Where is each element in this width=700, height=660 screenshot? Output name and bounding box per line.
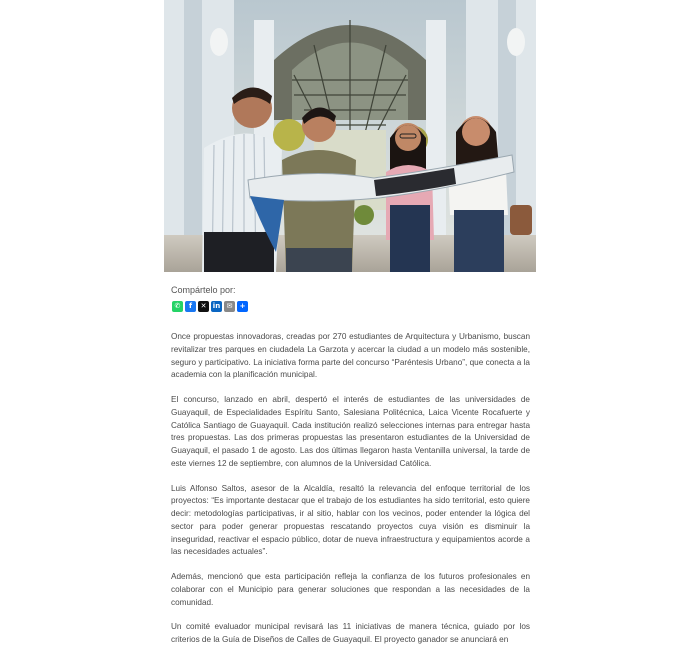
article-paragraph: Once propuestas innovadoras, creadas por 270 estudiantes de Arquitectura y Urbanismo, buscan revitalizar tres parques en ciudadela La Garzota y acercar la ciudad a un modelo más sostenible, seguro y participativo. La iniciativa forma parte del concurso “Paréntesis Urbano”, que conecta a la academia con la planificación municipal.: [171, 332, 530, 380]
facebook-share-button[interactable]: [185, 301, 196, 312]
linkedin-share-button[interactable]: [211, 301, 222, 312]
plus-icon: +: [239, 302, 246, 310]
whatsapp-share-button[interactable]: [172, 301, 183, 312]
hero-photo-illustration: [164, 0, 536, 272]
x-share-button[interactable]: [198, 301, 209, 312]
email-icon: ✉: [226, 302, 233, 310]
article-paragraph: Luis Alfonso Saltos, asesor de la Alcaldía, resaltó la relevancia del enfoque territorial de los proyectos: “Es importante destacar que el trabajo de los estudiantes ha sido territorial, esto quiere decir: metodologías participativas, ir al sitio, hablar con los vecinos, poder entender la lógica del sector para poder generar propuestas rescatando proyectos cuya visión es disminuir la inseguridad, reactivar el espacio público, dotar de nueva infraestructura y equipamientos acorde a las necesidades actuales”.: [171, 483, 530, 557]
x-icon: ✕: [200, 302, 207, 310]
linkedin-icon: in: [212, 302, 221, 310]
article-paragraph: Además, mencionó que esta participación refleja la confianza de los futuros profesionales en colaborar con el Municipio para generar soluciones que respondan a las necesidades de la comunidad.: [171, 572, 530, 607]
article-paragraph: Un comité evaluador municipal revisará las 11 iniciativas de manera técnica, guiado por los criterios de la Guía de Diseños de Calles de Guayaquil. El proyecto ganador se anunciará en: [171, 622, 530, 644]
article-body: [171, 331, 530, 659]
more-share-button[interactable]: [237, 301, 248, 312]
article-paragraph: El concurso, lanzado en abril, despertó el interés de estudiantes de las universidades de Guayaquil, de Especialidades Espíritu Santo, Salesiana Politécnica, Laica Vicente Rocafuerte y Católica Santiago de Guayaquil. Cada institución realizó selecciones internas para entregar hasta tres propuestas. Las dos primeras propuestas las presentaron estudiantes de la Universidad de Guayaquil, el pasado 1 de agosto. Las dos últimas llegaron hasta Ventanilla universal, la tarde de este viernes 12 de septiembre, con alumnos de la Universidad Católica.: [171, 395, 530, 468]
share-buttons: [172, 301, 248, 312]
email-share-button[interactable]: [224, 301, 235, 312]
whatsapp-icon: ✆: [174, 302, 181, 310]
hero-photo: [164, 0, 536, 272]
facebook-icon: f: [188, 302, 193, 310]
share-label: Compártelo por:: [171, 285, 236, 295]
